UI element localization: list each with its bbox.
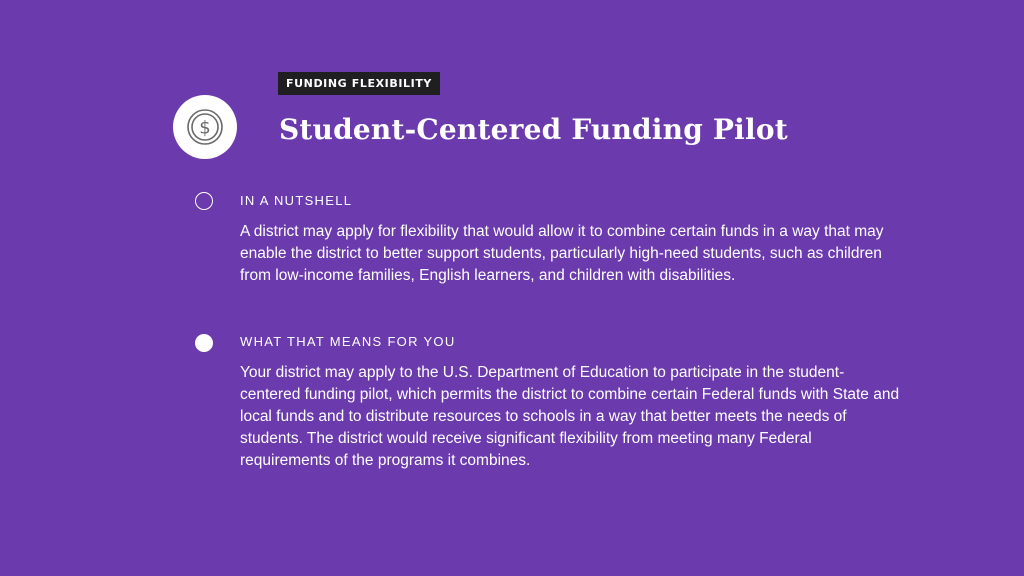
dollar-coin-icon-svg	[185, 107, 225, 147]
section-body: A district may apply for flexibility that would allow it to combine certain funds in a way that may enable the district to better support students, particularly high-need students, such as children from low-income families, English learners, and children with disabilities.	[240, 223, 884, 284]
filled-bullet-icon	[195, 334, 213, 352]
section-heading: IN A NUTSHELL	[240, 193, 353, 208]
category-tag: FUNDING FLEXIBILITY	[278, 72, 440, 95]
hollow-bullet-icon	[195, 192, 213, 210]
dollar-coin-icon	[173, 95, 237, 159]
svg-text:$: $	[199, 117, 211, 139]
section-body: Your district may apply to the U.S. Department of Education to participate in the student-centered funding pilot, which permits the district to combine certain Federal funds with State and local funds and to distribute resources to schools in a way that better meets the needs of students. The district would receive significant flexibility from meeting many Federal requirements of the programs it combines.	[240, 364, 900, 469]
section-heading: WHAT THAT MEANS FOR YOU	[240, 334, 456, 349]
page-title: Student-Centered Funding Pilot	[279, 113, 788, 146]
